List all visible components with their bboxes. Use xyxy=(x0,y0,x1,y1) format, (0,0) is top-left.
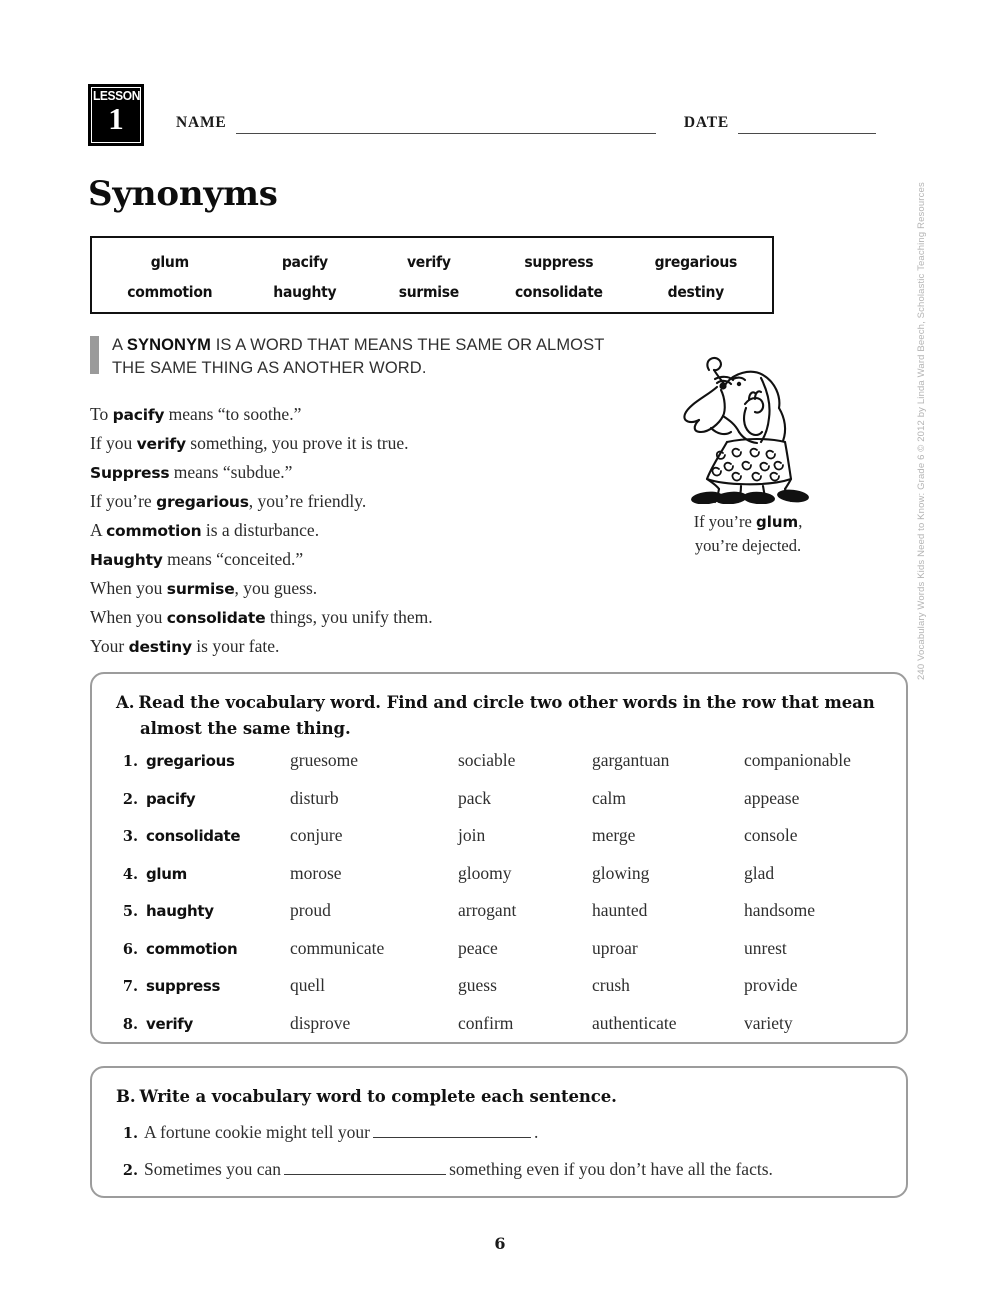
row-number: 2. xyxy=(122,1162,138,1179)
answer-option[interactable]: handsome xyxy=(744,900,815,920)
sentence-vocab-word: commotion xyxy=(106,522,202,540)
sentence-vocab-word: Haughty xyxy=(90,551,163,569)
row-number: 1. xyxy=(122,753,138,770)
answer-option[interactable]: unrest xyxy=(744,937,787,958)
row-number: 5. xyxy=(122,903,138,920)
exercise-b-box xyxy=(90,1066,908,1198)
row-number: 6. xyxy=(122,940,138,958)
exercise-a-instruction xyxy=(116,690,886,742)
accent-bar xyxy=(90,336,99,374)
example-sentence xyxy=(90,458,620,487)
exercise-b-rows xyxy=(116,1122,896,1196)
exercise-a-rows xyxy=(116,750,896,1050)
sentence-vocab-word: pacify xyxy=(112,406,165,424)
lesson-badge xyxy=(88,84,144,146)
page-number: 6 xyxy=(494,1234,506,1253)
word-bank-word: glum xyxy=(150,253,189,271)
answer-option[interactable]: pack xyxy=(458,787,492,808)
vocab-word: haughty xyxy=(146,902,214,920)
exercise-a-instruction-line1: Read the vocabulary word. Find and circle two other words in the row that mean xyxy=(138,693,875,712)
sentence-vocab-word: verify xyxy=(136,435,186,453)
answer-option[interactable]: arrogant xyxy=(458,900,517,920)
sentence-post: means “subdue.” xyxy=(169,462,293,482)
sentence-pre: To xyxy=(90,404,113,424)
exercise-a-box xyxy=(90,672,908,1044)
table-row xyxy=(116,1013,896,1051)
answer-option[interactable]: sociable xyxy=(458,750,516,770)
page-title: Synonyms xyxy=(88,174,278,214)
answer-option[interactable]: calm xyxy=(592,787,627,808)
sentence-pre: Sometimes you can xyxy=(144,1159,282,1179)
example-sentence xyxy=(90,400,620,429)
sentence-vocab-word: destiny xyxy=(128,638,192,656)
vocab-word: glum xyxy=(146,864,187,883)
answer-option[interactable]: appease xyxy=(744,787,800,808)
answer-blank[interactable] xyxy=(284,1159,446,1175)
sentence-vocab-word: surmise xyxy=(166,580,235,598)
word-bank-word: consolidate xyxy=(514,283,603,301)
answer-option[interactable]: glowing xyxy=(592,862,650,883)
answer-option[interactable]: proud xyxy=(290,900,331,920)
table-row xyxy=(116,863,896,901)
table-row xyxy=(116,825,896,863)
list-item xyxy=(116,1159,896,1196)
answer-option[interactable]: peace xyxy=(458,937,498,958)
date-label: DATE xyxy=(683,114,729,131)
answer-option[interactable]: gloomy xyxy=(458,862,512,883)
word-bank-word: pacify xyxy=(281,253,328,271)
answer-option[interactable]: console xyxy=(744,825,798,845)
sentence-pre: If you xyxy=(90,433,137,453)
answer-option[interactable]: disturb xyxy=(290,787,339,808)
example-sentence-list xyxy=(90,400,620,661)
sentence-pre: If you’re xyxy=(90,491,157,511)
definition-prefix: A xyxy=(112,336,127,354)
row-number: 7. xyxy=(122,978,138,995)
sentence-pre: A fortune cookie might tell your xyxy=(144,1122,370,1142)
example-sentence xyxy=(90,574,620,603)
vocab-word: verify xyxy=(146,1014,193,1033)
name-input-rule[interactable] xyxy=(236,118,656,134)
word-bank-word: gregarious xyxy=(654,253,738,271)
example-sentence xyxy=(90,429,620,458)
sentence-post: . xyxy=(534,1122,539,1142)
exercise-a-letter: A. xyxy=(116,693,135,712)
answer-option[interactable]: conjure xyxy=(290,825,343,845)
vocab-word: commotion xyxy=(146,939,238,958)
caption-line2: you’re dejected. xyxy=(694,536,802,555)
vocab-word: gregarious xyxy=(146,752,235,770)
row-number: 2. xyxy=(122,790,138,808)
table-row xyxy=(116,975,896,1013)
answer-option[interactable]: haunted xyxy=(592,900,648,920)
sentence-vocab-word: Suppress xyxy=(90,464,170,482)
word-bank-row xyxy=(100,247,764,277)
sentence-post: , you guess. xyxy=(234,578,318,598)
row-number: 3. xyxy=(122,828,138,845)
sentence-post: is your fate. xyxy=(191,636,280,656)
example-sentence xyxy=(90,632,620,661)
sentence-pre: When you xyxy=(90,578,167,598)
illustration-block xyxy=(648,346,848,557)
answer-option[interactable]: gruesome xyxy=(290,750,359,770)
row-number: 8. xyxy=(122,1015,138,1033)
exercise-b-instruction xyxy=(116,1084,886,1110)
answer-option[interactable]: merge xyxy=(592,825,636,845)
sentence-post: means “to soothe.” xyxy=(164,404,302,424)
answer-option[interactable]: uproar xyxy=(592,937,638,958)
word-bank-word: suppress xyxy=(524,253,594,271)
word-bank-word: verify xyxy=(407,253,451,271)
sentence-post: , you’re friendly. xyxy=(248,491,367,511)
sentence-pre: When you xyxy=(90,607,167,627)
sentence-vocab-word: consolidate xyxy=(166,609,266,627)
name-date-row xyxy=(176,114,876,134)
list-item xyxy=(116,1122,896,1159)
answer-option[interactable]: variety xyxy=(744,1012,793,1033)
answer-option[interactable]: crush xyxy=(592,975,630,995)
definition-text xyxy=(112,334,610,380)
definition-suffix: IS A WORD THAT MEANS THE SAME OR ALMOST THE SAME THING AS ANOTHER WORD. xyxy=(112,336,605,377)
answer-option[interactable]: communicate xyxy=(290,937,385,958)
answer-option[interactable]: gargantuan xyxy=(592,750,670,770)
glum-character-illustration xyxy=(663,346,833,504)
sentence-vocab-word: gregarious xyxy=(156,493,249,511)
name-label: NAME xyxy=(176,114,227,131)
sentence-pre: A xyxy=(90,520,107,540)
answer-option[interactable]: guess xyxy=(458,975,497,995)
answer-option[interactable]: provide xyxy=(744,975,798,995)
example-sentence xyxy=(90,516,620,545)
answer-blank[interactable] xyxy=(373,1122,531,1138)
answer-option[interactable]: quell xyxy=(290,975,325,995)
word-bank-word: destiny xyxy=(668,283,725,301)
word-bank-row xyxy=(100,277,764,307)
table-row xyxy=(116,938,896,976)
row-number: 4. xyxy=(122,865,138,883)
answer-option[interactable]: authenticate xyxy=(592,1012,677,1033)
vocab-word: pacify xyxy=(146,789,196,808)
sentence-post: something, you prove it is true. xyxy=(185,433,409,453)
table-row xyxy=(116,788,896,826)
answer-option[interactable]: companionable xyxy=(744,750,851,770)
sentence-pre: Your xyxy=(90,636,129,656)
caption-vocab-word: glum xyxy=(756,513,799,531)
word-bank-word: surmise xyxy=(398,283,460,301)
lesson-badge-number: 1 xyxy=(108,101,124,136)
answer-option[interactable]: join xyxy=(458,825,486,845)
word-bank xyxy=(90,236,774,314)
example-sentence xyxy=(90,545,620,574)
word-bank-word: commotion xyxy=(127,283,213,301)
sentence-post: means “conceited.” xyxy=(162,549,304,569)
sentence-post: is a disturbance. xyxy=(201,520,320,540)
copyright-credit: 240 Vocabulary Words Kids Need to Know: Grade 6 © 2012 by Linda Ward Beech, Scholastic Teaching Resources xyxy=(916,182,927,680)
caption-post: , xyxy=(798,512,803,531)
sentence-post: things, you unify them. xyxy=(265,607,433,627)
caption-pre: If you’re xyxy=(693,512,756,531)
exercise-a-instruction-line2: almost the same thing. xyxy=(140,719,351,738)
illustration-caption xyxy=(648,510,848,557)
exercise-b-instruction-text: Write a vocabulary word to complete each sentence. xyxy=(139,1087,617,1106)
example-sentence xyxy=(90,603,620,632)
vocab-word: suppress xyxy=(146,977,221,995)
page-header xyxy=(88,84,878,146)
definition-callout xyxy=(90,334,610,380)
answer-option[interactable]: morose xyxy=(290,862,342,883)
answer-option[interactable]: disprove xyxy=(290,1012,351,1033)
table-row xyxy=(116,750,896,788)
definition-term: SYNONYM xyxy=(126,336,212,354)
lesson-badge-label: LESSON xyxy=(92,89,140,103)
answer-option[interactable]: glad xyxy=(744,862,775,883)
answer-option[interactable]: confirm xyxy=(458,1012,514,1033)
table-row xyxy=(116,900,896,938)
word-bank-word: haughty xyxy=(272,283,336,301)
row-number: 1. xyxy=(122,1125,138,1142)
exercise-b-letter: B. xyxy=(116,1087,136,1106)
vocab-word: consolidate xyxy=(146,827,241,845)
sentence-post: something even if you don’t have all the facts. xyxy=(449,1159,773,1179)
example-sentence xyxy=(90,487,620,516)
date-input-rule[interactable] xyxy=(738,118,876,134)
